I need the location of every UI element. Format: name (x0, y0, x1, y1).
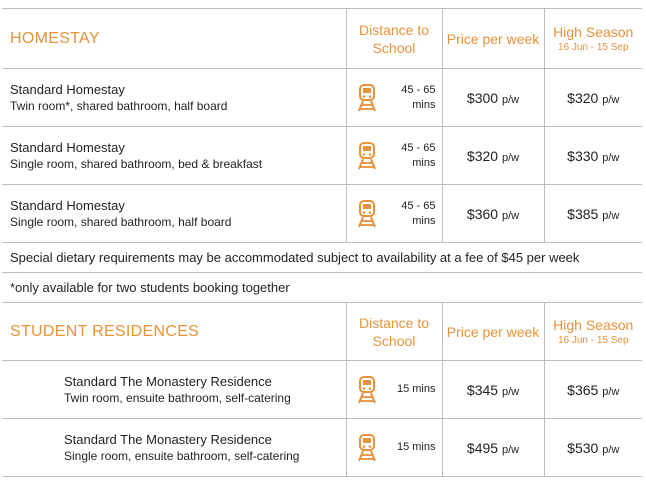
homestay-section-title: HOMESTAY (2, 9, 346, 69)
train-icon (357, 200, 377, 228)
table-row (2, 361, 642, 419)
table-row (2, 69, 642, 127)
table-row (2, 419, 642, 477)
price-cell: $345 p/w (442, 361, 544, 419)
room-cell: Standard The Monastery Residence Twin room, ensuite bathroom, self-catering (2, 361, 346, 419)
price-header: Price per week (442, 9, 544, 69)
room-cell: Standard Homestay Single room, shared bathroom, half board (2, 185, 346, 243)
price-cell: $300 p/w (442, 69, 544, 127)
high-season-price-cell: $365 p/w (544, 361, 642, 419)
high-season-price-cell: $385 p/w (544, 185, 642, 243)
high-season-header: High Season 16 Jun - 15 Sep (544, 9, 642, 69)
residences-header-row (2, 303, 642, 361)
train-icon (357, 376, 377, 404)
price-cell: $360 p/w (442, 185, 544, 243)
price-cell: $495 p/w (442, 419, 544, 477)
price-cell: $320 p/w (442, 127, 544, 185)
distance-cell: 15 mins (346, 419, 442, 477)
high-season-header: High Season 16 Jun - 15 Sep (544, 303, 642, 361)
train-icon (357, 434, 377, 462)
table-row (2, 185, 642, 243)
note-row (2, 273, 642, 303)
high-season-price-cell: $530 p/w (544, 419, 642, 477)
room-cell: Standard The Monastery Residence Single room, ensuite bathroom, self-catering (2, 419, 346, 477)
accommodation-table (2, 8, 642, 477)
distance-cell: 45 - 65 mins (346, 69, 442, 127)
table-row (2, 127, 642, 185)
room-cell: Standard Homestay Twin room*, shared bathroom, half board (2, 69, 346, 127)
distance-cell: 15 mins (346, 361, 442, 419)
high-season-price-cell: $330 p/w (544, 127, 642, 185)
train-icon (357, 84, 377, 112)
dietary-note: Special dietary requirements may be accommodated subject to availability at a fee of $45 per week (2, 243, 642, 273)
distance-cell: 45 - 65 mins (346, 185, 442, 243)
twin-room-note: *only available for two students booking together (2, 273, 642, 303)
distance-header: Distance to School (346, 303, 442, 361)
train-icon (357, 142, 377, 170)
high-season-price-cell: $320 p/w (544, 69, 642, 127)
price-header: Price per week (442, 303, 544, 361)
homestay-header-row (2, 9, 642, 69)
distance-cell: 45 - 65 mins (346, 127, 442, 185)
room-cell: Standard Homestay Single room, shared bathroom, bed & breakfast (2, 127, 346, 185)
distance-header: Distance to School (346, 9, 442, 69)
note-row (2, 243, 642, 273)
residences-section-title: STUDENT RESIDENCES (2, 303, 346, 361)
